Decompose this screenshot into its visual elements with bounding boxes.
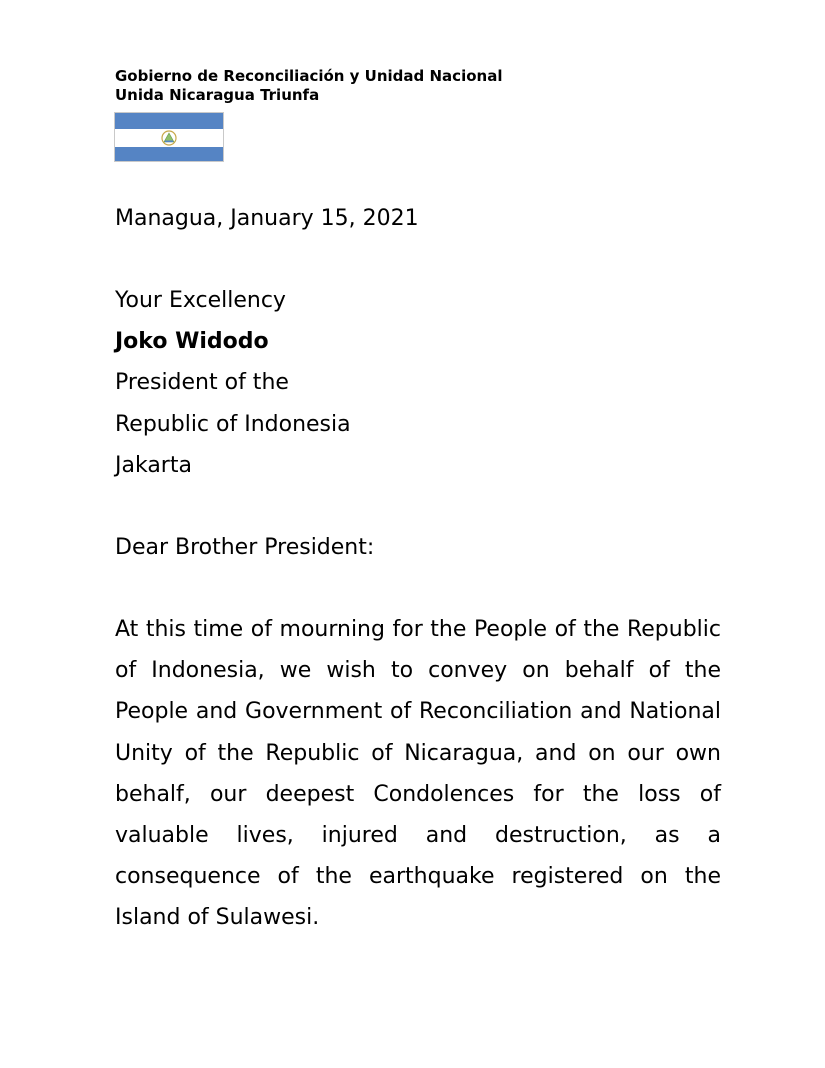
- letterhead-line-government: Gobierno de Reconciliación y Unidad Nacional: [115, 67, 503, 85]
- addressee-greeting: Your Excellency: [115, 288, 286, 313]
- addressee-country: Republic of Indonesia: [115, 411, 351, 437]
- letter-date: Managua, January 15, 2021: [115, 206, 419, 231]
- body-paragraph: At this time of mourning for the People of the Republic of Indonesia, we wish to convey on behalf of the People and Government of Reconciliation and National Unity of the Republic of Nicaragua, and on our own behalf, our deepest Condolences for the loss of valuable lives, injured and destruction, as a consequence of the earthquake registered on the Island of Sulawesi.: [115, 617, 721, 931]
- flag-middle-band: [115, 129, 223, 147]
- addressee-name: Joko Widodo: [115, 329, 269, 355]
- letterhead: [115, 67, 502, 105]
- flag-bottom-band: [115, 147, 223, 161]
- coat-of-arms-icon: [158, 130, 180, 146]
- salutation: Dear Brother President:: [115, 535, 375, 560]
- addressee-city: Jakarta: [115, 452, 192, 478]
- flag-top-band: [115, 113, 223, 129]
- letterhead-line-motto: Unida Nicaragua Triunfa: [115, 86, 320, 104]
- nicaragua-flag-icon: [114, 112, 224, 162]
- addressee-title: President of the: [115, 370, 289, 396]
- addressee-block: [115, 280, 721, 486]
